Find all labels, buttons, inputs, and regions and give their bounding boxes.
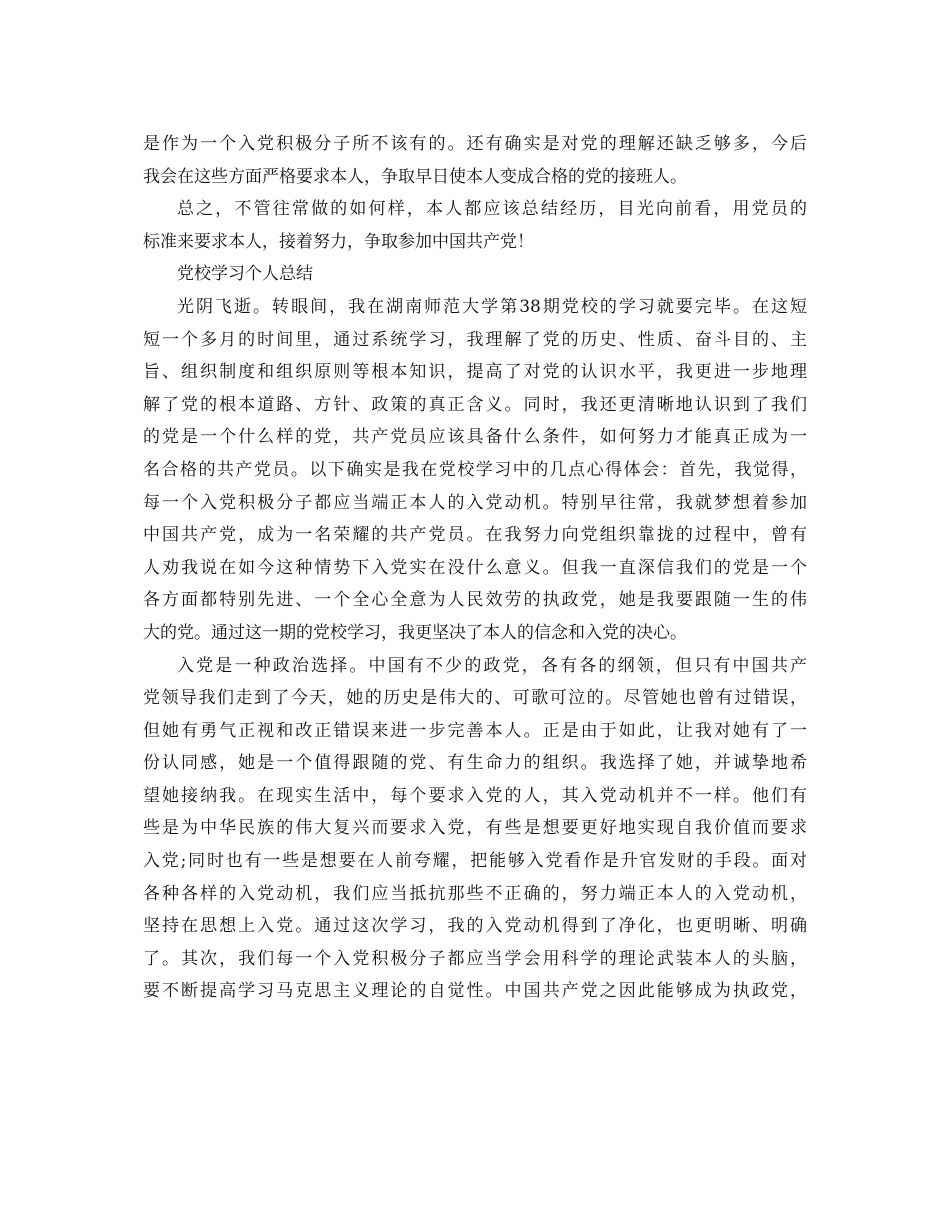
text-line: 旨、组织制度和组织原则等根本知识，提高了对党的认识水平，我更进一步地理 <box>143 362 807 383</box>
section-heading: 党校学习个人总结 <box>177 264 313 285</box>
text-line: 我会在这些方面严格要求本人，争取早日使本人变成合格的党的接班人。 <box>143 166 687 187</box>
text-line: 的党是一个什么样的党，共产党员应该具备什么条件，如何努力才能真正成为一 <box>143 427 807 448</box>
text-line: 望她接纳我。在现实生活中，每个要求入党的人，其入党动机并不一样。他们有 <box>143 785 807 806</box>
text-line: 份认同感，她是一个值得跟随的党、有生命力的组织。我选择了她，并诚挚地希 <box>143 753 807 774</box>
text-line: 每一个入党积极分子都应当端正本人的入党动机。特别早往常，我就梦想着参加 <box>143 492 807 513</box>
text-line: 但她有勇气正视和改正错误来进一步完善本人。正是由于如此，让我对她有了一 <box>143 720 807 741</box>
text-line: 是作为一个入党积极分子所不该有的。还有确实是对党的理解还缺乏够多，今后 <box>143 134 807 154</box>
text-line: 党领导我们走到了今天，她的历史是伟大的、可歌可泣的。尽管她也曾有过错误， <box>143 688 807 709</box>
text-line: 要不断提高学习马克思主义理论的自觉性。中国共产党之因此能够成为执政党， <box>143 981 807 1002</box>
text-line: 名合格的共产党员。以下确实是我在党校学习中的几点心得体会：首先，我觉得， <box>143 459 807 480</box>
text-line: 总之，不管往常做的如何样，本人都应该总结经历，目光向前看，用党员的 <box>177 199 807 220</box>
document-body <box>143 128 807 1008</box>
text-line: 光阴飞逝。转眼间，我在湖南师范大学第38期党校的学习就要完毕。在这短 <box>177 296 807 317</box>
text-line: 入党是一种政治选择。中国有不少的政党，各有各的纲领，但只有中国共产 <box>177 655 807 676</box>
text-line: 标准来要求本人，接着努力，争取参加中国共产党！ <box>143 231 534 252</box>
text-line: 了。其次，我们每一个入党积极分子都应当学会用科学的理论武装本人的头脑， <box>143 948 807 969</box>
text-line: 各方面都特别先进、一个全心全意为人民效劳的执政党，她是我要跟随一生的伟 <box>143 590 807 611</box>
text-line: 各种各样的入党动机，我们应当抵抗那些不正确的，努力端正本人的入党动机， <box>143 883 807 904</box>
text-line: 入党;同时也有一些是想要在人前夸耀，把能够入党看作是升官发财的手段。面对 <box>143 851 807 872</box>
text-line: 人劝我说在如今这种情势下入党实在没什么意义。但我一直深信我们的党是一个 <box>143 557 807 578</box>
text-line: 坚持在思想上入党。通过这次学习，我的入党动机得到了净化，也更明晰、明确 <box>143 916 807 937</box>
text-line: 短一个多月的时间里，通过系统学习，我理解了党的历史、性质、奋斗目的、主 <box>143 329 807 350</box>
text-line: 大的党。通过这一期的党校学习，我更坚决了本人的信念和入党的决心。 <box>143 622 687 643</box>
text-line: 解了党的根本道路、方针、政策的真正含义。同时，我还更清晰地认识到了我们 <box>143 394 807 415</box>
text-line: 些是为中华民族的伟大复兴而要求入党，有些是想要更好地实现自我价值而要求 <box>143 818 807 839</box>
text-line: 中国共产党，成为一名荣耀的共产党员。在我努力向党组织靠拢的过程中，曾有 <box>143 525 807 546</box>
